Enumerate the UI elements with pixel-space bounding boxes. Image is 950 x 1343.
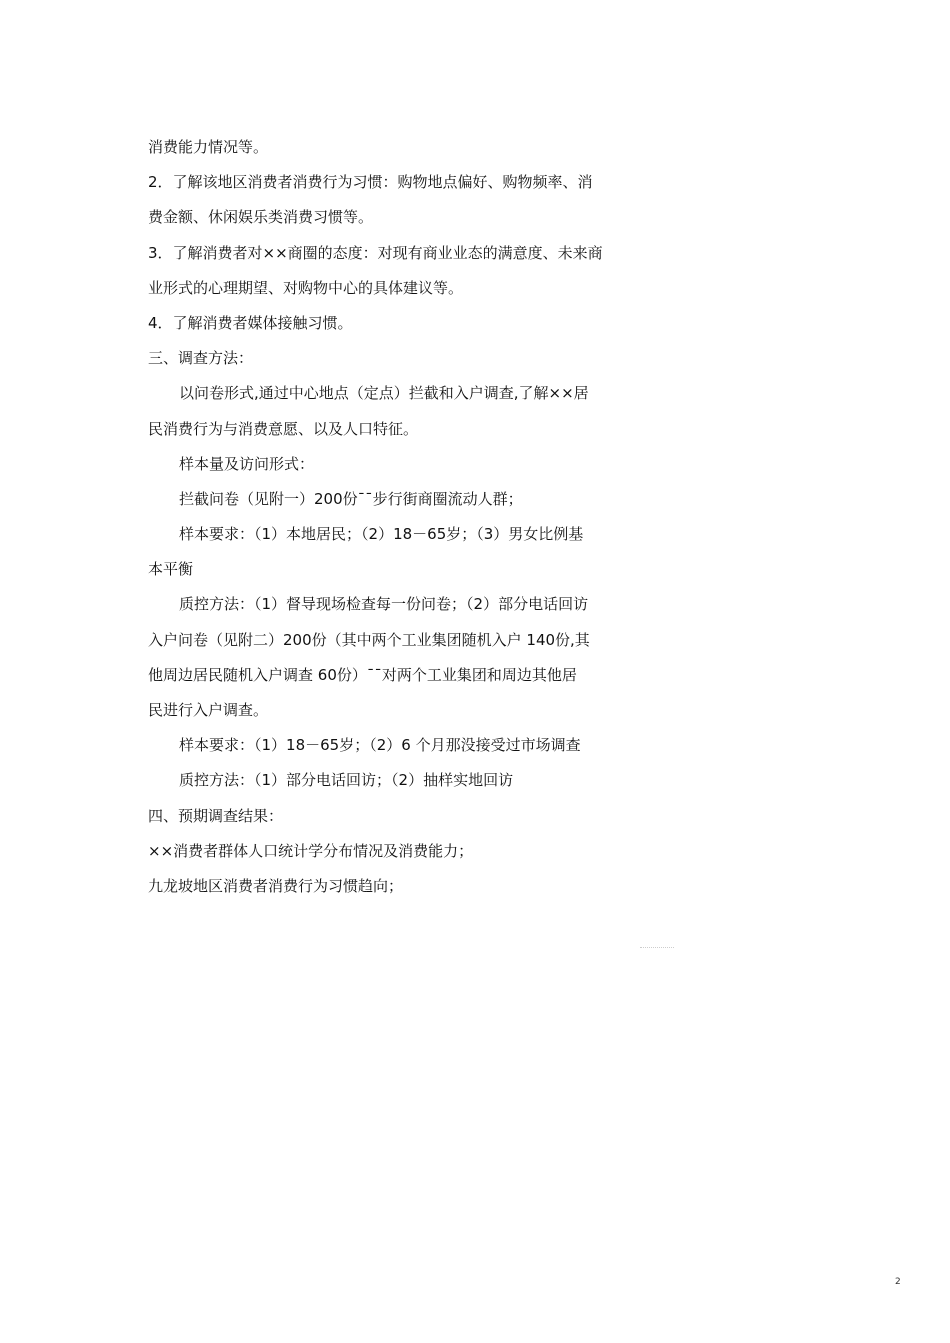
text-line: 入户问卷（见附二）200份（其中两个工业集团随机入户 140份,其: [148, 630, 590, 649]
text-line: 九龙坡地区消费者消费行为习惯趋向；: [148, 876, 404, 895]
text-line: 消费能力情况等。: [148, 138, 269, 156]
text-line: 样本量及访问形式：: [179, 454, 315, 473]
text-line: 业形式的心理期望、对购物中心的具体建议等。: [148, 278, 464, 297]
text-line: 以问卷形式,通过中心地点（定点）拦截和入户调查,了解××居: [179, 384, 589, 403]
text-line: ××消费者群体人口统计学分布情况及消费能力；: [148, 841, 474, 860]
watermark-mark: [640, 941, 674, 948]
text-line: 样本要求：（1）本地居民；（2）18－65岁；（3）男女比例基: [179, 525, 584, 544]
text-line: 质控方法：（1）督导现场检查每一份问卷；（2）部分电话回访: [179, 595, 589, 614]
text-line: 他周边居民随机入户调查 60份）¯¯对两个工业集团和周边其他居: [148, 665, 577, 684]
text-line: 民进行入户调查。: [148, 701, 269, 719]
text-line: 本平衡: [148, 560, 194, 579]
text-line: 4．了解消费者媒体接触习惯。: [148, 313, 353, 332]
text-line: 拦截问卷（见附一）200份¯¯步行街商圈流动人群；: [179, 489, 523, 508]
section-heading: 四、预期调查结果：: [148, 806, 284, 825]
text-line: 质控方法：（1）部分电话回访；（2）抽样实地回访: [179, 771, 514, 790]
text-line: 费金额、休闲娱乐类消费习惯等。: [148, 208, 374, 227]
page-number: 2: [895, 1277, 901, 1287]
text-line: 3．了解消费者对××商圈的态度：对现有商业业态的满意度、未来商: [148, 243, 603, 262]
text-line: 2．了解该地区消费者消费行为习惯：购物地点偏好、购物频率、消: [148, 173, 593, 192]
text-line: 样本要求：（1）18－65岁；（2）6 个月那没接受过市场调查: [179, 736, 581, 755]
text-line: 民消费行为与消费意愿、以及人口特征。: [148, 419, 419, 438]
document-body: [148, 130, 648, 904]
section-heading: 三、调查方法：: [148, 349, 254, 368]
